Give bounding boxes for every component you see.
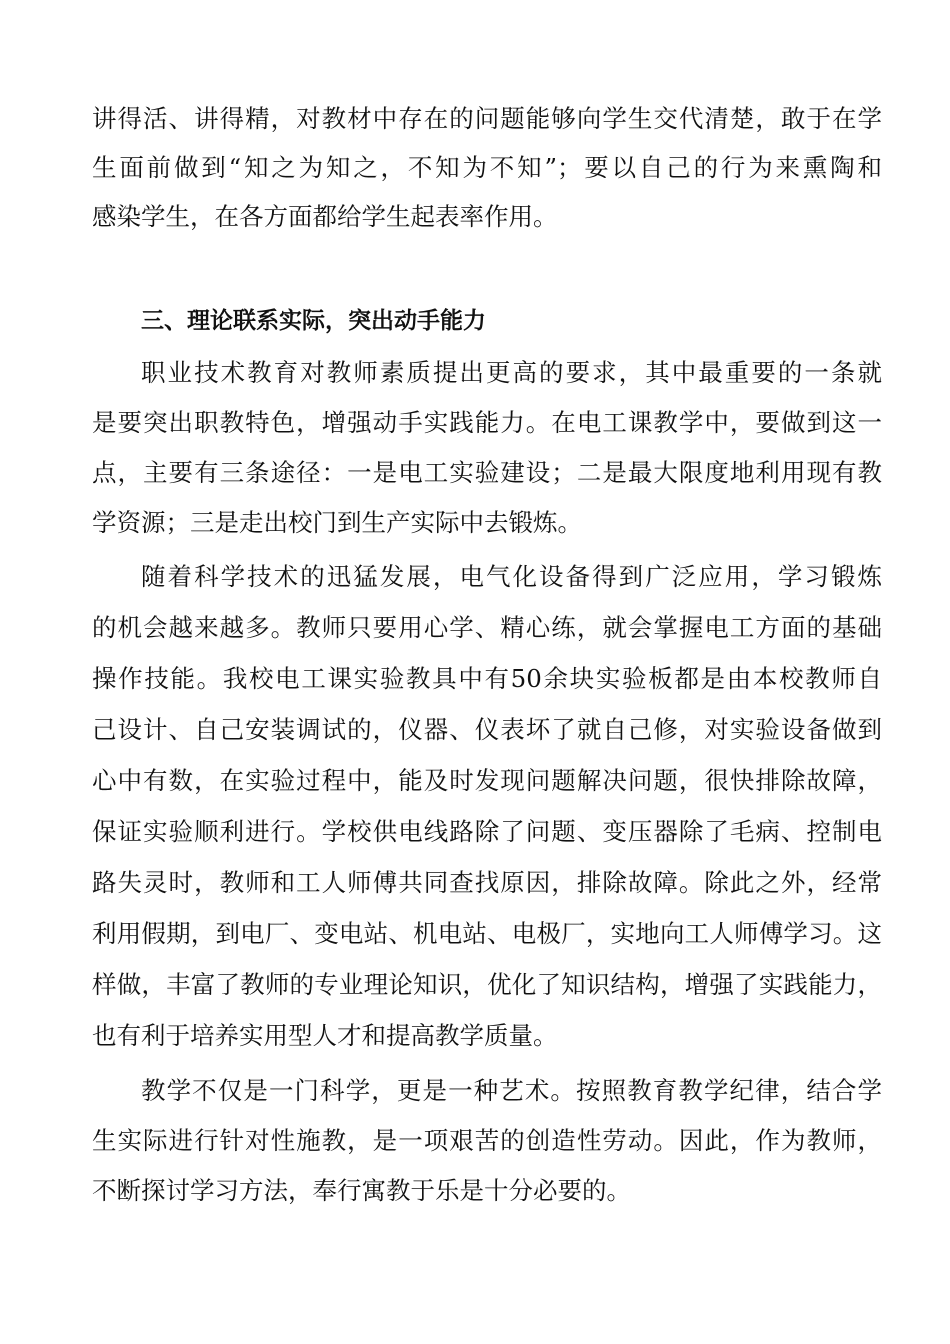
paragraph-line: 教学不仅是一门科学，更是一种艺术。按照教育教学纪律，结合学 [141,1076,882,1105]
paragraph-line: 是要突出职教特色，增强动手实践能力。在电工课教学中，要做到这一 [92,408,882,437]
paragraph-line: 生实际进行针对性施教，是一项艰苦的创造性劳动。因此，作为教师， [92,1126,882,1155]
paragraph-line: 操作技能。我校电工课实验教具中有50余块实验板都是由本校教师自 [92,664,882,693]
paragraph-line: 保证实验顺利进行。学校供电线路除了问题、变压器除了毛病、控制电 [92,817,882,846]
paragraph-line: 讲得活、讲得精，对教材中存在的问题能够向学生交代清楚，敢于在学 [92,104,882,133]
section-heading: 三、理论联系实际，突出动手能力 [141,308,486,334]
paragraph-line: 利用假期，到电厂、变电站、机电站、电极厂，实地向工人师傅学习。这 [92,919,882,948]
paragraph-line: 己设计、自己安装调试的，仪器、仪表坏了就自己修，对实验设备做到 [92,715,882,744]
paragraph-line: 样做，丰富了教师的专业理论知识，优化了知识结构，增强了实践能力， [92,970,882,999]
paragraph-line: 也有利于培养实用型人才和提高教学质量。 [92,1021,558,1050]
paragraph-line: 随着科学技术的迅猛发展，电气化设备得到广泛应用，学习锻炼 [141,562,882,591]
paragraph-line: 学资源；三是走出校门到生产实际中去锻炼。 [92,508,582,537]
paragraph-line: 点，主要有三条途径：一是电工实验建设；二是最大限度地利用现有教 [92,458,882,487]
paragraph-line: 路失灵时，教师和工人师傅共同查找原因，排除故障。除此之外，经常 [92,868,882,897]
paragraph-line: 的机会越来越多。教师只要用心学、精心练，就会掌握电工方面的基础 [92,613,882,642]
paragraph-line: 不断探讨学习方法，奉行寓教于乐是十分必要的。 [92,1176,631,1205]
paragraph-line: 心中有数，在实验过程中，能及时发现问题解决问题，很快排除故障， [92,766,882,795]
paragraph-line: 职业技术教育对教师素质提出更高的要求，其中最重要的一条就 [141,358,882,387]
paragraph-line: 感染学生，在各方面都给学生起表率作用。 [92,202,558,231]
paragraph-line: 生面前做到“知之为知之，不知为不知”；要以自己的行为来熏陶和 [92,153,882,182]
